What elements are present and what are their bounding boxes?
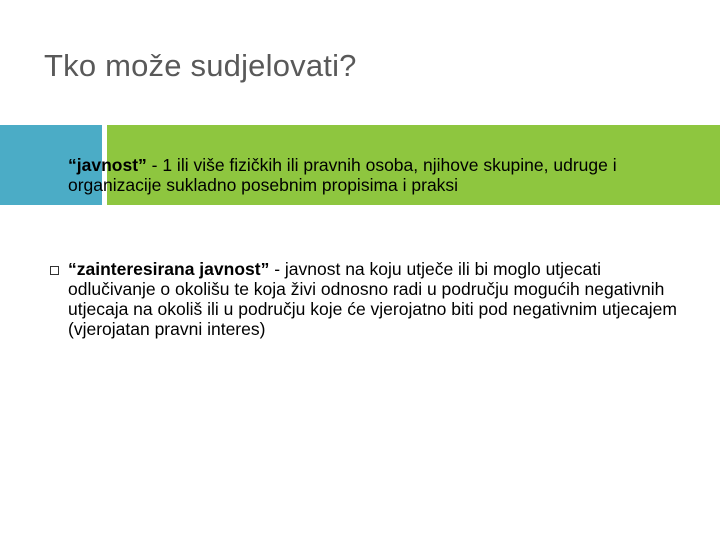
bullet-term: “javnost” bbox=[68, 155, 147, 175]
bullet-javnost bbox=[68, 155, 688, 195]
slide-title: Tko može sudjelovati? bbox=[44, 48, 357, 83]
bullet-square-icon bbox=[50, 266, 59, 275]
bullet-definition: - javnost na koju utječe ili bi moglo utjecati odlučivanje o okolišu te koja živi odnosno radi u području mogućih negativnih utjecaja na okoliš ili u području koje će vjerojatno biti pod negativnim utjecajem (vjerojatan pravni interes) bbox=[68, 259, 677, 339]
bullet-definition: - 1 ili više fizičkih ili pravnih osoba, njihove skupine, udruge i organizacije sukladno posebnim propisima i praksi bbox=[68, 155, 617, 195]
bullet-zainteresirana-javnost bbox=[68, 259, 688, 339]
bullet-term: “zainteresirana javnost” bbox=[68, 259, 270, 279]
